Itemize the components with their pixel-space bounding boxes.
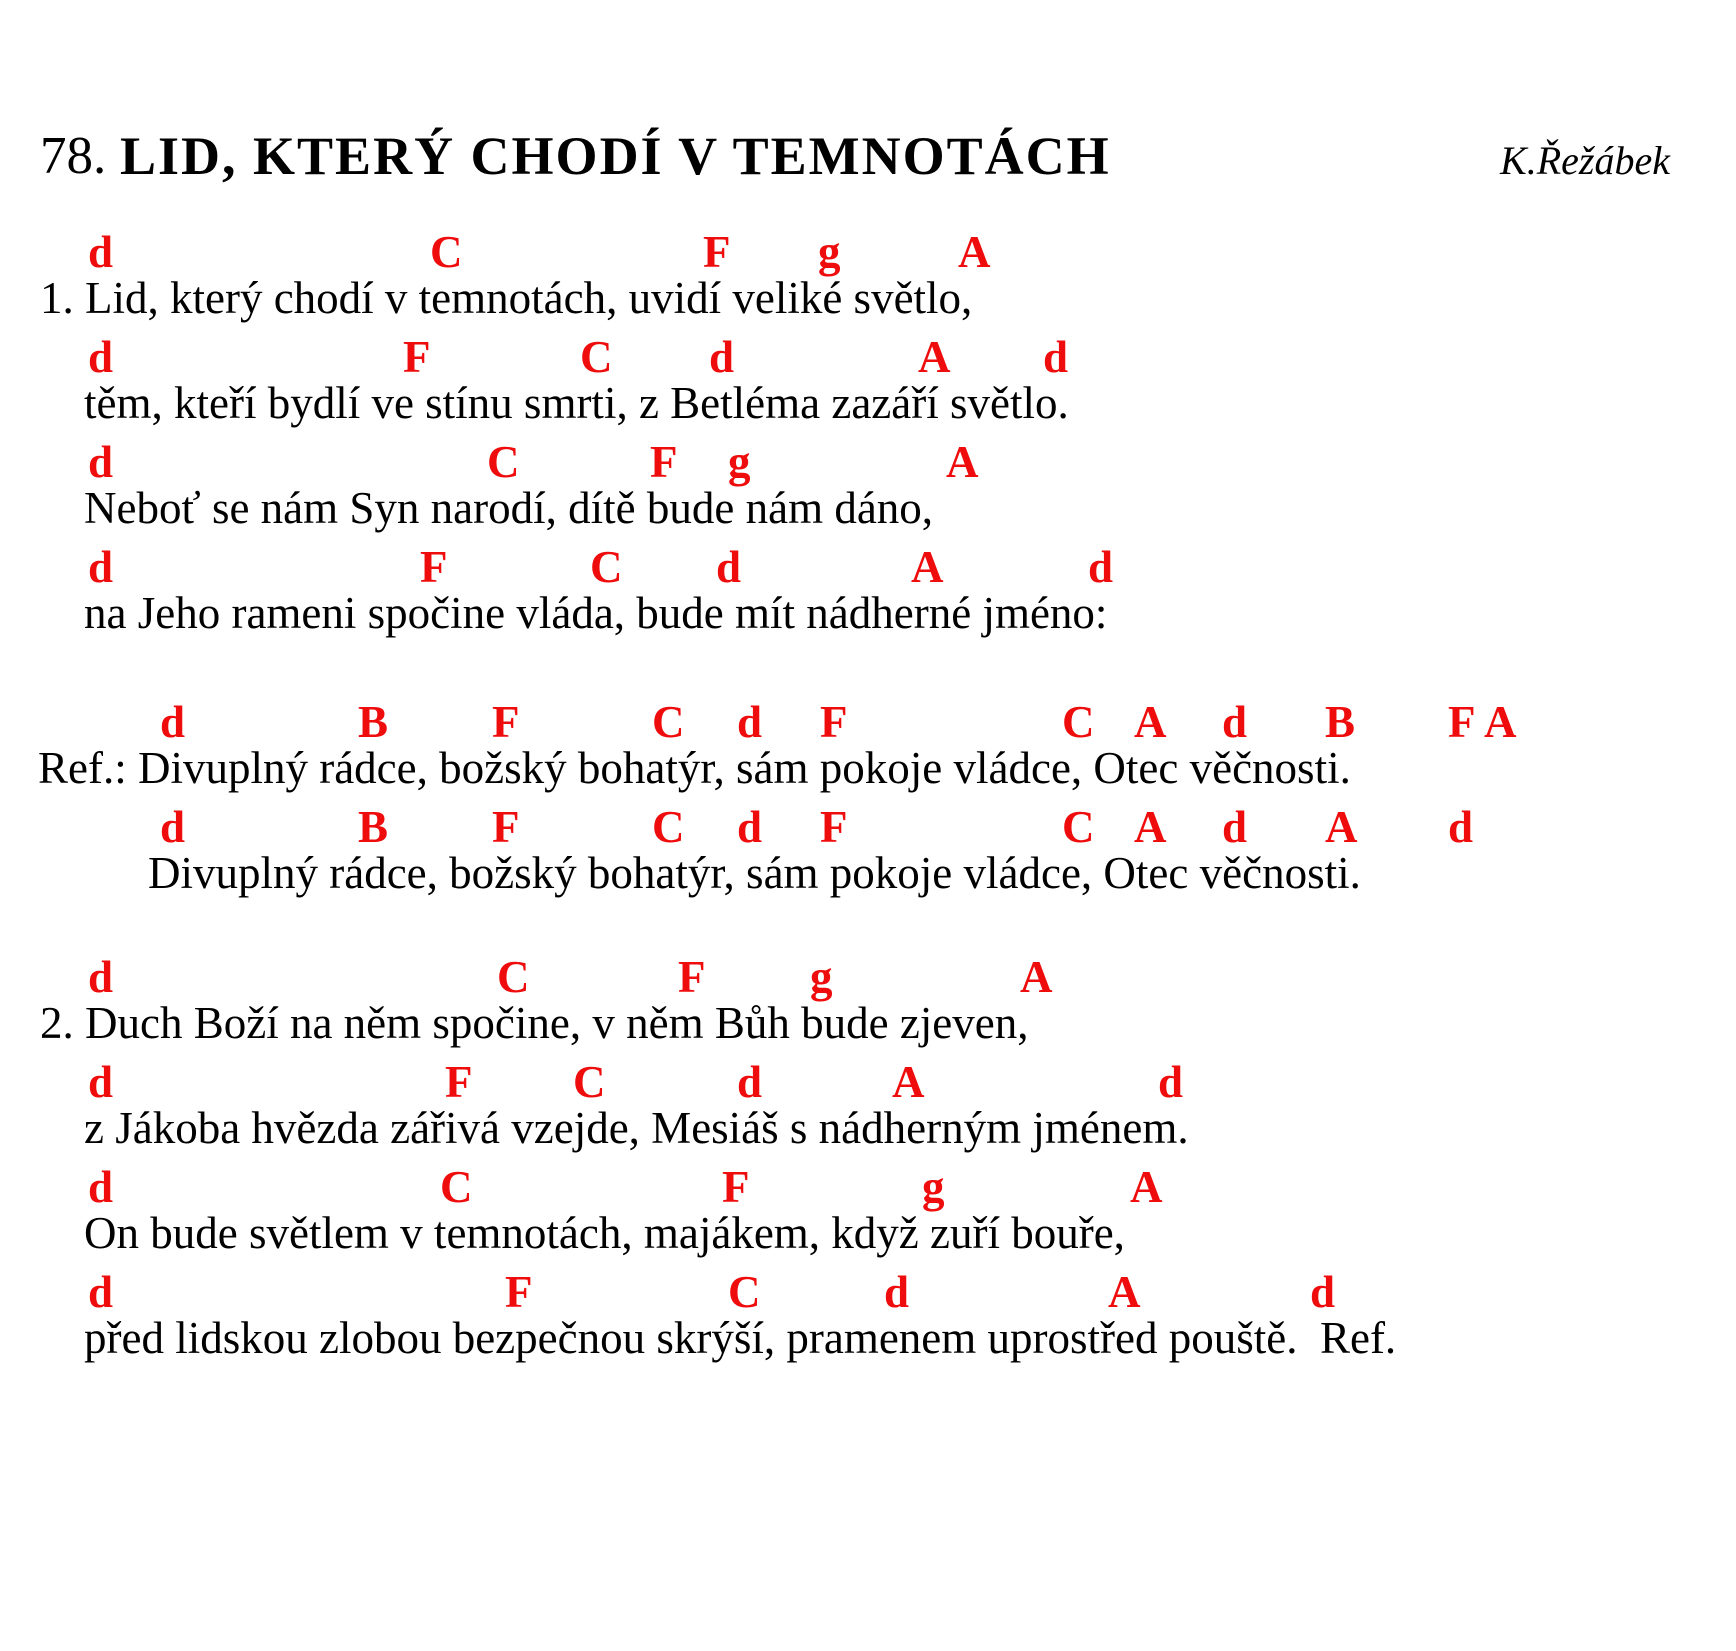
verse-1-chord-row-2	[0, 333, 1736, 383]
refrain-chord-row-2	[0, 803, 1736, 853]
song-title: LID, KTERÝ CHODÍ V TEMNOTÁCH	[120, 126, 1111, 186]
chord-A: A	[958, 227, 991, 277]
chord-F: F	[445, 1057, 473, 1107]
verse-2-chord-row-4	[0, 1268, 1736, 1318]
verse-1-chord-row-4	[0, 543, 1736, 593]
refrain-lyric-line-1: Ref.: Divuplný rádce, božský bohatýr, sám pokoje vládce, Otec věčnosti.	[38, 743, 1351, 793]
verse-1-lyric-line-3: Neboť se nám Syn narodí, dítě bude nám dáno,	[84, 483, 934, 533]
refrain-chord-row-1	[0, 698, 1736, 748]
chord-C: C	[1062, 802, 1095, 852]
chord-C: C	[580, 332, 613, 382]
chord-A: A	[1020, 952, 1053, 1002]
verse-1-lyric-line-2: těm, kteří bydlí ve stínu smrti, z Betléma zazáří světlo.	[84, 378, 1069, 428]
chord-d: d	[1222, 802, 1248, 852]
verse-2-chord-row-1	[0, 953, 1736, 1003]
chord-d: d	[1158, 1057, 1184, 1107]
chord-F: F	[403, 332, 431, 382]
chord-A: A	[892, 1057, 925, 1107]
refrain-lyric-line-2: Divuplný rádce, božský bohatýr, sám pokoje vládce, Otec věčnosti.	[148, 848, 1361, 898]
chord-g: g	[810, 952, 833, 1002]
chord-F: F	[492, 697, 520, 747]
chord-g: g	[728, 437, 751, 487]
chord-d: d	[88, 542, 114, 592]
chord-C: C	[652, 697, 685, 747]
chord-C: C	[652, 802, 685, 852]
chord-d: d	[88, 437, 114, 487]
chord-F: F	[420, 542, 448, 592]
chord-A: A	[1325, 802, 1358, 852]
song-number: 78.	[40, 127, 107, 185]
chord-C: C	[573, 1057, 606, 1107]
chord-F: F	[505, 1267, 533, 1317]
chord-d: d	[1222, 697, 1248, 747]
chord-A: A	[1130, 1162, 1163, 1212]
chord-d: d	[88, 1162, 114, 1212]
chord-g: g	[922, 1162, 945, 1212]
chord-d: d	[88, 1057, 114, 1107]
chord-F: F	[678, 952, 706, 1002]
chord-A: A	[1484, 697, 1517, 747]
verse-1-lyric-line-4: na Jeho rameni spočine vláda, bude mít nádherné jméno:	[84, 588, 1108, 638]
chord-C: C	[590, 542, 623, 592]
chord-d: d	[737, 802, 763, 852]
chord-d: d	[737, 697, 763, 747]
chord-B: B	[1325, 697, 1356, 747]
chord-B: B	[358, 697, 389, 747]
chord-A: A	[918, 332, 951, 382]
chord-B: B	[358, 802, 389, 852]
chord-C: C	[487, 437, 520, 487]
chord-d: d	[716, 542, 742, 592]
verse-1-chord-row-1	[0, 228, 1736, 278]
verse-2-lyric-line-2: z Jákoba hvězda zářivá vzejde, Mesiáš s nádherným jménem.	[84, 1103, 1189, 1153]
chord-d: d	[884, 1267, 910, 1317]
chord-d: d	[160, 802, 186, 852]
chord-d: d	[1310, 1267, 1336, 1317]
chord-F: F	[1448, 697, 1476, 747]
chord-d: d	[1088, 542, 1114, 592]
chord-F: F	[722, 1162, 750, 1212]
chord-F: F	[703, 227, 731, 277]
chord-d: d	[88, 952, 114, 1002]
chord-C: C	[728, 1267, 761, 1317]
verse-1-lyric-line-1: 1. Lid, který chodí v temnotách, uvidí veliké světlo,	[40, 273, 973, 323]
chord-d: d	[160, 697, 186, 747]
chord-d: d	[88, 332, 114, 382]
chord-C: C	[1062, 697, 1095, 747]
verse-2-chord-row-2	[0, 1058, 1736, 1108]
title-row	[0, 126, 1736, 190]
chord-g: g	[818, 227, 841, 277]
chord-d: d	[1448, 802, 1474, 852]
chord-C: C	[430, 227, 463, 277]
chord-A: A	[1134, 697, 1167, 747]
chord-F: F	[650, 437, 678, 487]
verse-2-chord-row-3	[0, 1163, 1736, 1213]
chord-A: A	[1108, 1267, 1141, 1317]
chord-d: d	[88, 227, 114, 277]
chord-F: F	[820, 802, 848, 852]
song-author: K.Řežábek	[1500, 138, 1670, 183]
verse-2-lyric-line-3: On bude světlem v temnotách, majákem, když zuří bouře,	[84, 1208, 1125, 1258]
verse-2-lyric-line-1: 2. Duch Boží na něm spočine, v něm Bůh bude zjeven,	[40, 998, 1029, 1048]
chord-F: F	[492, 802, 520, 852]
verse-1-chord-row-3	[0, 438, 1736, 488]
chord-A: A	[946, 437, 979, 487]
chord-A: A	[1134, 802, 1167, 852]
chord-C: C	[440, 1162, 473, 1212]
chord-d: d	[709, 332, 735, 382]
chord-d: d	[737, 1057, 763, 1107]
chord-d: d	[88, 1267, 114, 1317]
chord-F: F	[820, 697, 848, 747]
chord-d: d	[1043, 332, 1069, 382]
chord-C: C	[497, 952, 530, 1002]
verse-2-lyric-line-4: před lidskou zlobou bezpečnou skrýší, pramenem uprostřed pouště. Ref.	[84, 1313, 1397, 1363]
chord-A: A	[911, 542, 944, 592]
